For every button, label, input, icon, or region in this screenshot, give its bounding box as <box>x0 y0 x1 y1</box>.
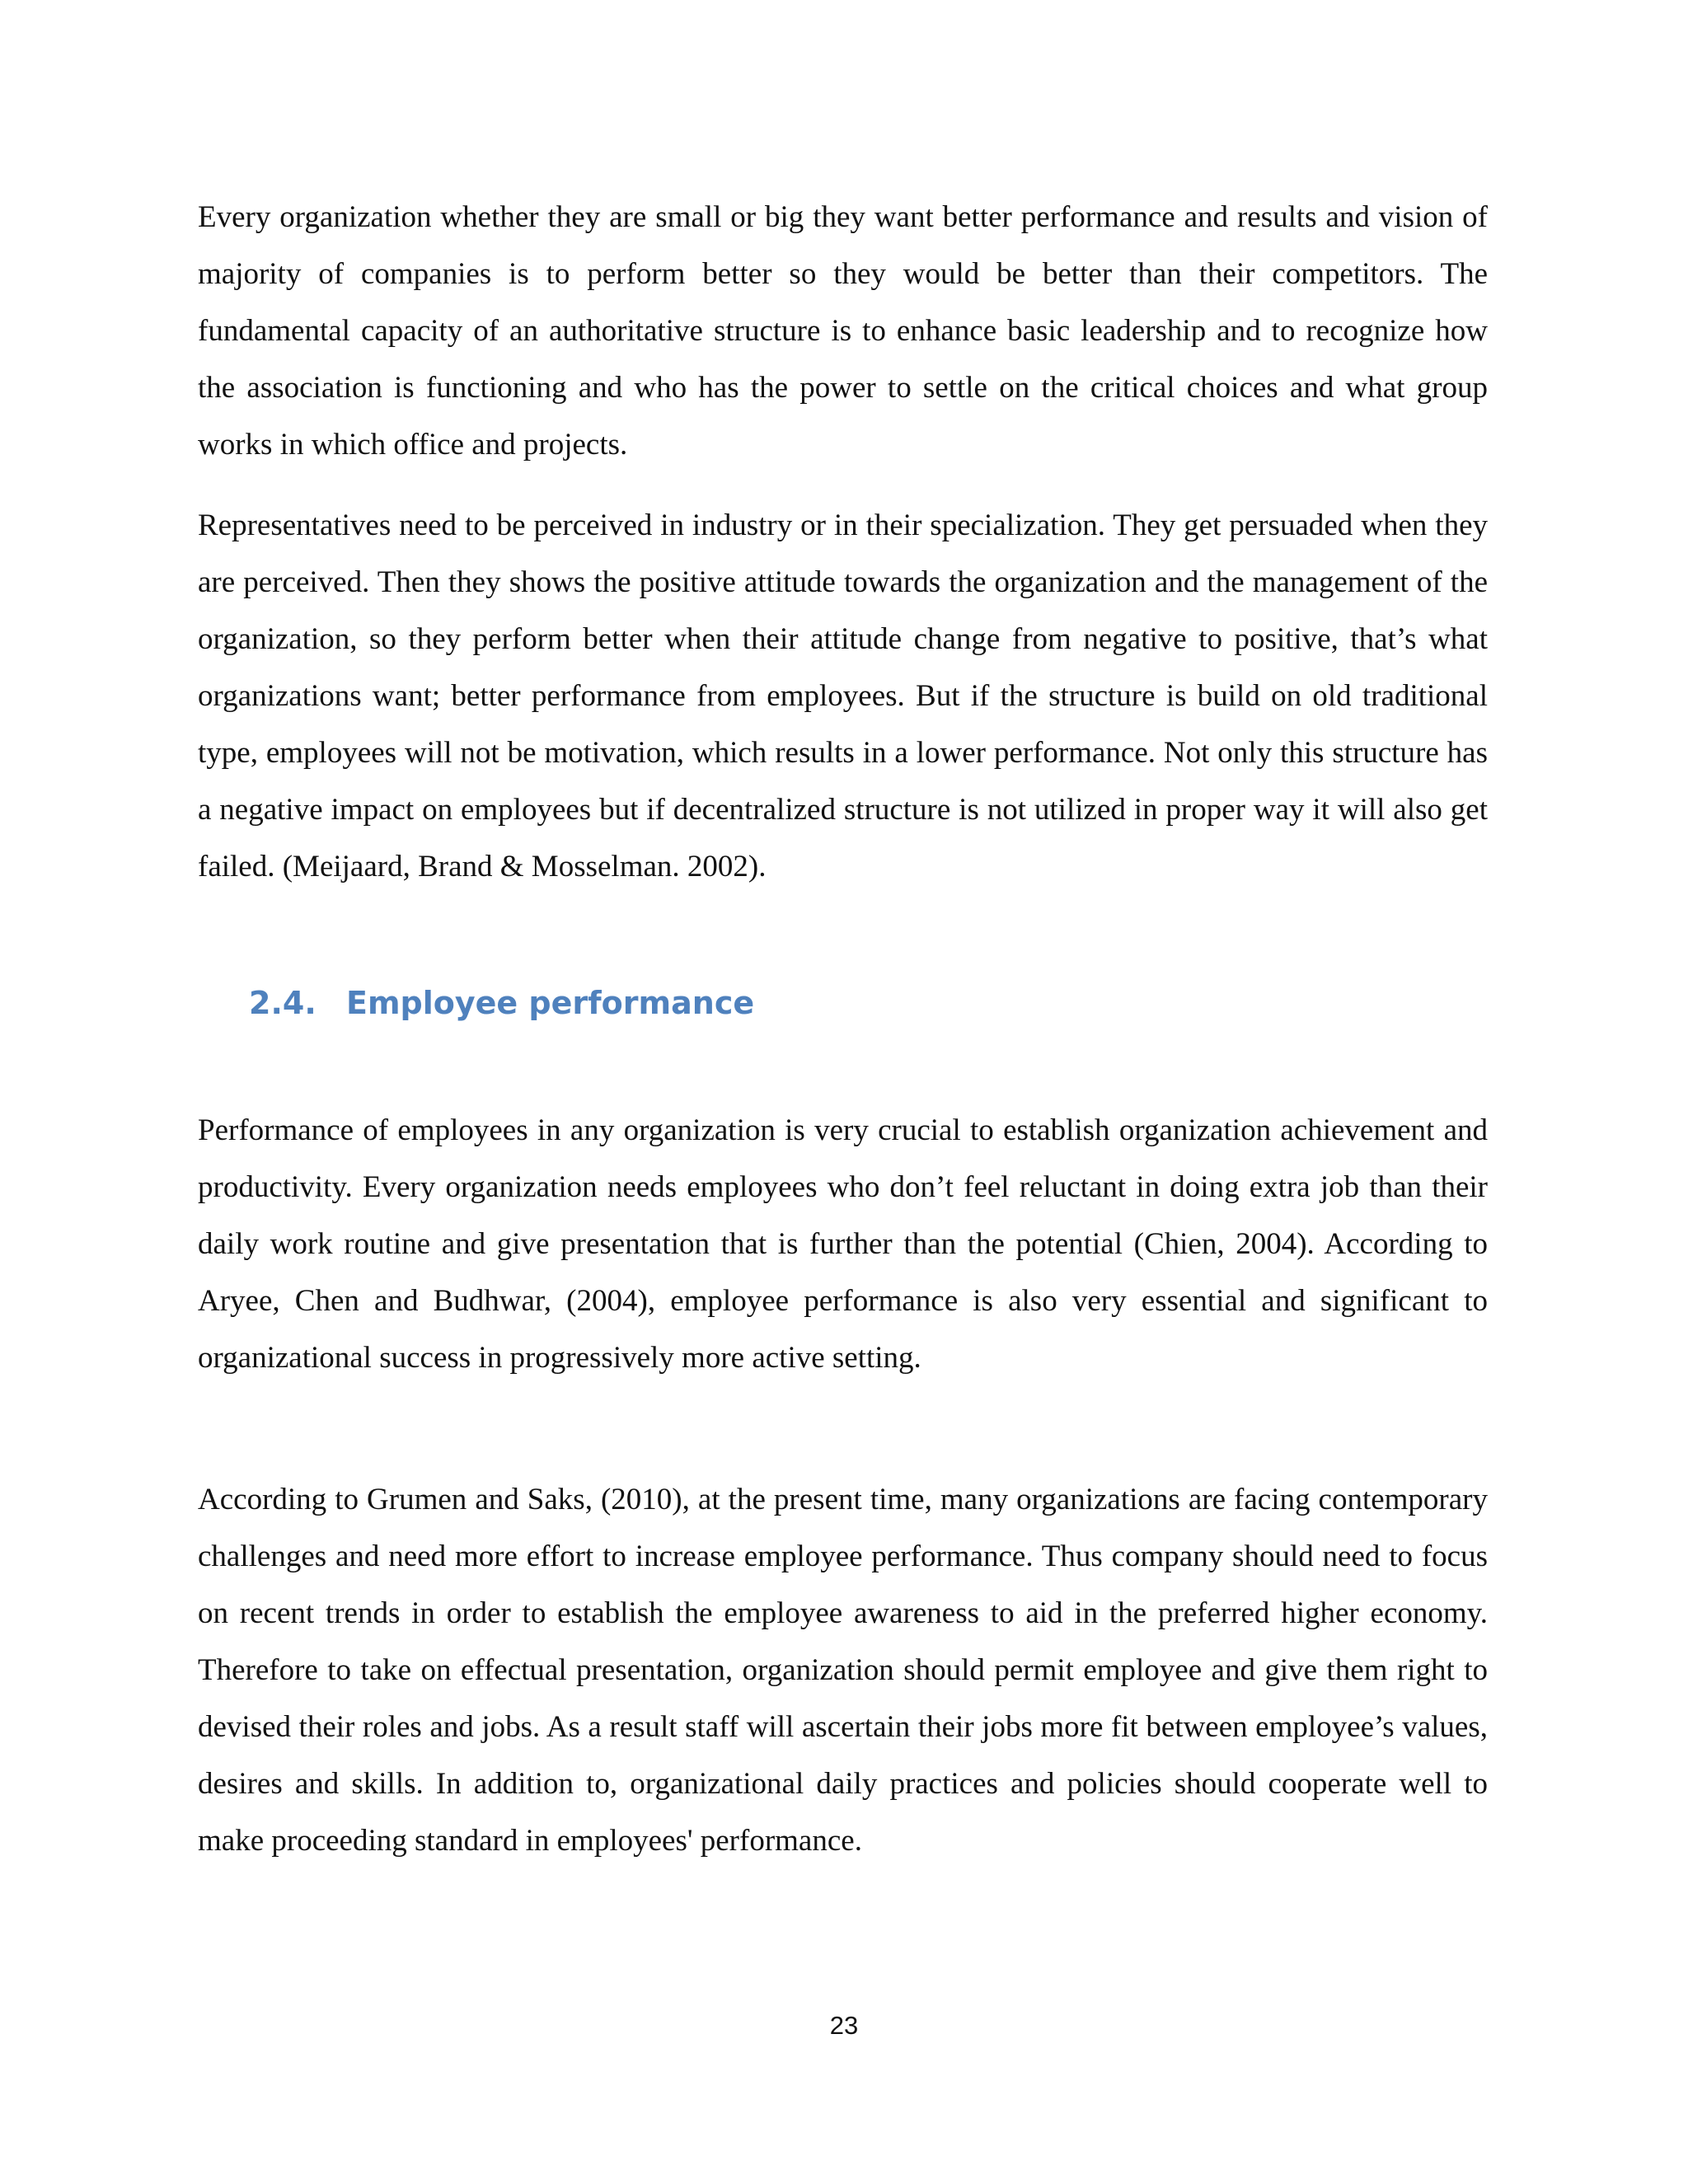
section-title: Employee performance <box>346 985 755 1021</box>
page-number: 23 <box>829 2011 859 2040</box>
body-paragraph-3: Performance of employees in any organization is very crucial to establish organization achievement and productivity. Every organization needs employees who don’t feel reluctant in doing extra job than their daily work routine and give presentation that is further than the potential (Chien, 2004). According to Aryee, Chen and Budhwar, (2004), employee performance is also very essential and significant to organizational success in progressively more active setting. <box>198 1113 1488 1375</box>
section-heading <box>249 985 754 1021</box>
section-number: 2.4. <box>249 985 316 1021</box>
body-paragraph-2: Representatives need to be perceived in industry or in their specialization. They get persuaded when they are perceived. Then they shows the positive attitude towards the organization and the management of the organization, so they perform better when their attitude change from negative to positive, that’s what organizations want; better performance from employees. But if the structure is build on old traditional type, employees will not be motivation, which results in a lower performance. Not only this structure has a negative impact on employees but if decentralized structure is not utilized in proper way it will also get failed. (Meijaard, Brand & Mosselman. 2002). <box>198 509 1488 883</box>
body-paragraph-4: According to Grumen and Saks, (2010), at the present time, many organizations are facing contemporary challenges and need more effort to increase employee performance. Thus company should need to focus on recent trends in order to establish the employee awareness to aid in the preferred higher economy. Therefore to take on effectual presentation, organization should permit employee and give them right to devised their roles and jobs. As a result staff will ascertain their jobs more fit between employee’s values, desires and skills. In addition to, organizational daily practices and policies should cooperate well to make proceeding standard in employees' performance. <box>198 1483 1488 1858</box>
body-paragraph-1: Every organization whether they are small or big they want better performance and results and vision of majority of companies is to perform better so they would be better than their competitors. The fundamental capacity of an authoritative structure is to enhance basic leadership and to recognize how the association is functioning and who has the power to settle on the critical choices and what group works in which office and projects. <box>198 200 1488 462</box>
